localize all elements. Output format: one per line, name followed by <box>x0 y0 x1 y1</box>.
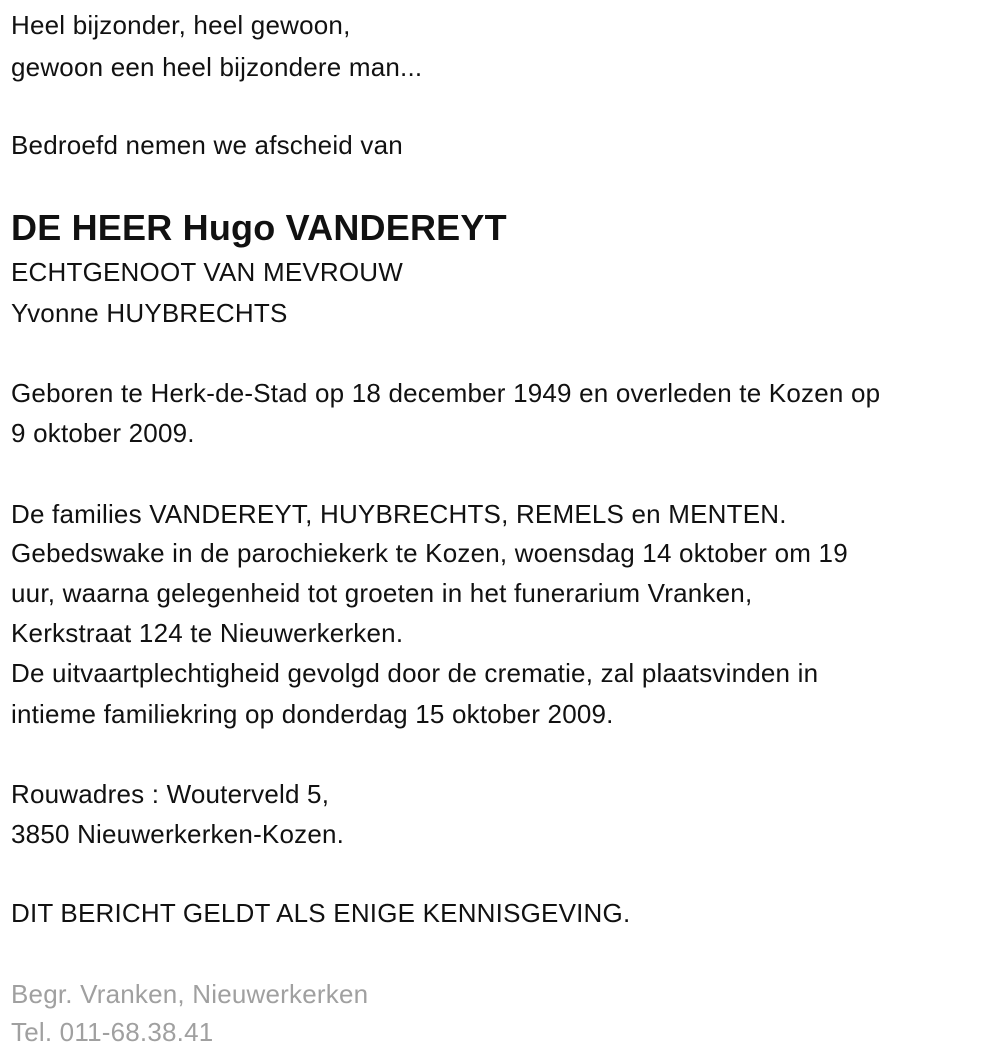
details-line-5: De uitvaartplechtigheid gevolgd door de crematie, zal plaatsvinden in <box>11 658 819 688</box>
undertaker-name: Begr. Vranken, Nieuwerkerken <box>11 979 369 1009</box>
details-line-6: intieme familiekring op donderdag 15 oktober 2009. <box>11 699 614 729</box>
birth-death-line-2: 9 oktober 2009. <box>11 418 195 448</box>
details-line-1: De families VANDEREYT, HUYBRECHTS, REMELS en MENTEN. <box>11 499 787 529</box>
spouse-line-2: Yvonne HUYBRECHTS <box>11 298 288 328</box>
undertaker-phone: Tel. 011-68.38.41 <box>11 1017 214 1047</box>
address-line-2: 3850 Nieuwerkerken-Kozen. <box>11 819 345 849</box>
announcement: Bedroefd nemen we afscheid van <box>11 130 403 160</box>
details-line-2: Gebedswake in de parochiekerk te Kozen, woensdag 14 oktober om 19 <box>11 538 848 568</box>
birth-death-line-1: Geboren te Herk-de-Stad op 18 december 1949 en overleden te Kozen op <box>11 378 881 408</box>
details-line-4: Kerkstraat 124 te Nieuwerkerken. <box>11 618 404 648</box>
spouse-line-1: ECHTGENOOT VAN MEVROUW <box>11 257 404 287</box>
address-line-1: Rouwadres : Wouterveld 5, <box>11 779 330 809</box>
details-line-3: uur, waarna gelegenheid tot groeten in het funerarium Vranken, <box>11 578 753 608</box>
deceased-name: DE HEER Hugo VANDEREYT <box>11 207 507 248</box>
notice: DIT BERICHT GELDT ALS ENIGE KENNISGEVING. <box>11 898 631 928</box>
intro-line-2: gewoon een heel bijzondere man... <box>11 52 423 82</box>
intro-line-1: Heel bijzonder, heel gewoon, <box>11 10 351 40</box>
